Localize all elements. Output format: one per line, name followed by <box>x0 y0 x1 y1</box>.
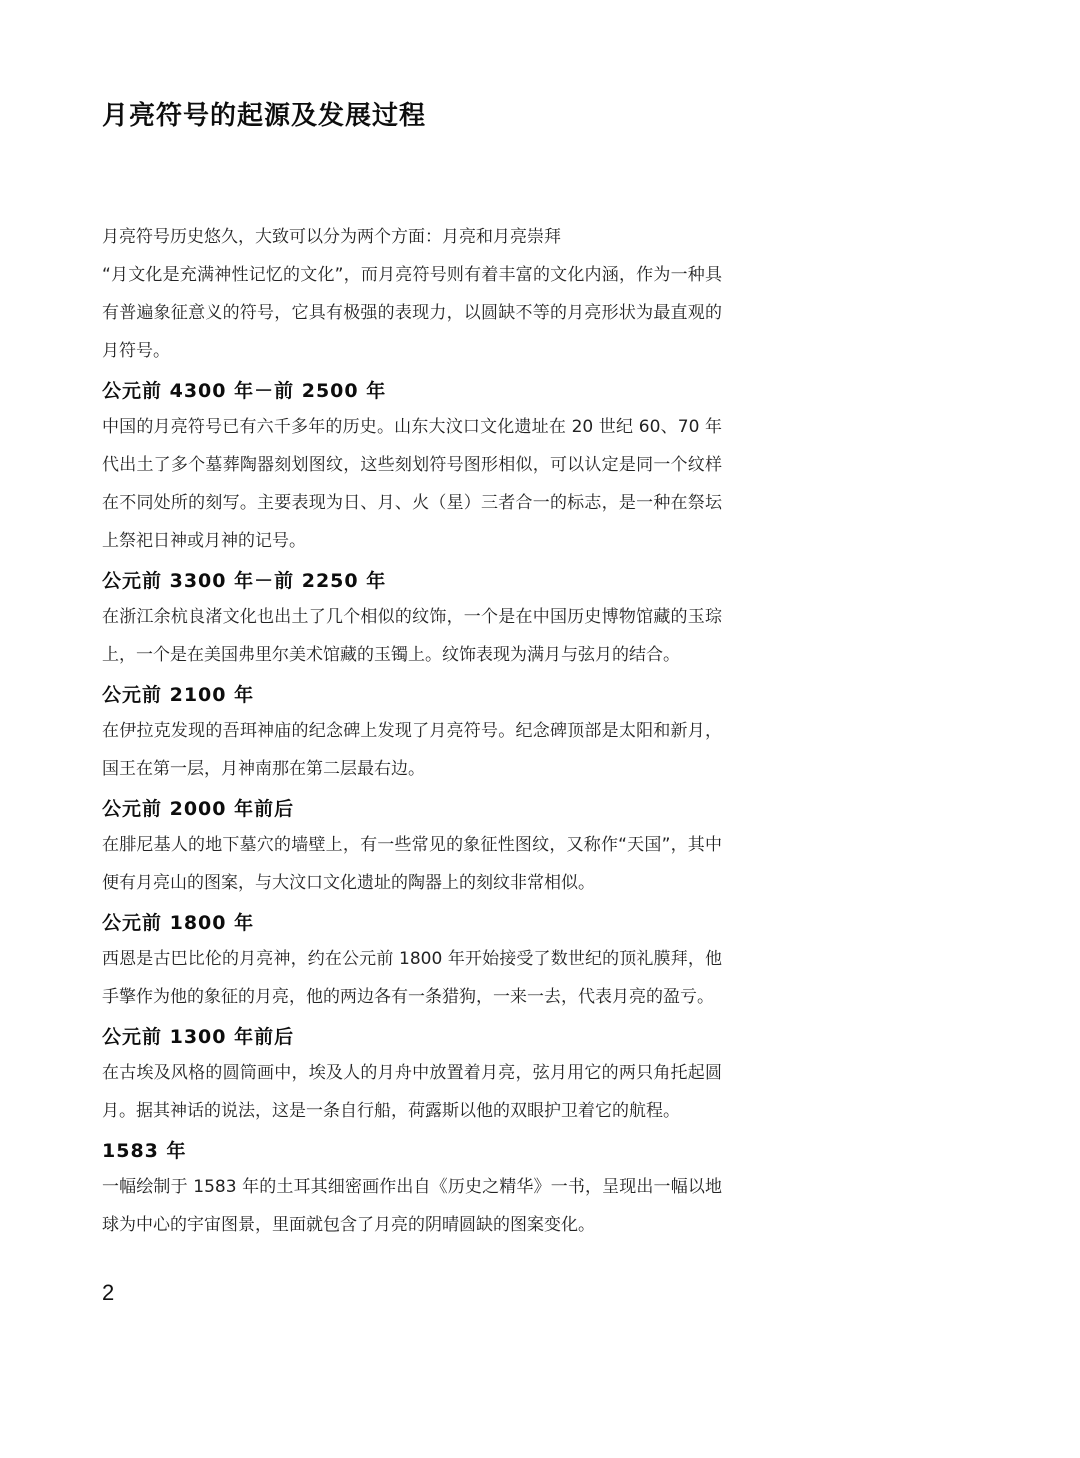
section-body: 在伊拉克发现的吾珥神庙的纪念碑上发现了月亮符号。纪念碑顶部是太阳和新月，国王在第一层，月神南那在第二层最右边。 <box>102 721 722 779</box>
section-body: 在腓尼基人的地下墓穴的墙壁上，有一些常见的象征性图纹，又称作“天国”，其中便有月亮山的图案，与大汶口文化遗址的陶器上的刻纹非常相似。 <box>102 835 722 893</box>
page-number: 2 <box>102 1280 115 1305</box>
intro-lead: 月亮符号历史悠久，大致可以分为两个方面：月亮和月亮崇拜 <box>102 227 561 247</box>
section-heading: 公元前 4300 年－前 2500 年 <box>102 380 387 402</box>
section-heading: 公元前 2000 年前后 <box>102 798 295 820</box>
section-body: 一幅绘制于 1583 年的土耳其细密画作出自《历史之精华》一书，呈现出一幅以地球为中心的宇宙图景，里面就包含了月亮的阴晴圆缺的图案变化。 <box>102 1177 722 1235</box>
section-body: 在浙江余杭良渚文化也出土了几个相似的纹饰，一个是在中国历史博物馆藏的玉琮上，一个是在美国弗里尔美术馆藏的玉镯上。纹饰表现为满月与弦月的结合。 <box>102 607 722 665</box>
section-heading: 公元前 1800 年 <box>102 912 255 934</box>
section-heading: 1583 年 <box>102 1140 187 1162</box>
section-1 <box>102 564 722 674</box>
section-body: 西恩是古巴比伦的月亮神，约在公元前 1800 年开始接受了数世纪的顶礼膜拜，他手擎作为他的象征的月亮，他的两边各有一条猎狗，一来一去，代表月亮的盈亏。 <box>102 949 722 1007</box>
section-heading: 公元前 2100 年 <box>102 684 255 706</box>
section-6 <box>102 1134 722 1244</box>
article-content <box>102 218 722 1248</box>
section-4 <box>102 906 722 1016</box>
section-heading: 公元前 1300 年前后 <box>102 1026 295 1048</box>
section-0 <box>102 374 722 560</box>
intro-paragraph: “月文化是充满神性记忆的文化”，而月亮符号则有着丰富的文化内涵，作为一种具有普遍象征意义的符号，它具有极强的表现力，以圆缺不等的月亮形状为最直观的月符号。 <box>102 265 722 361</box>
section-3 <box>102 792 722 902</box>
page-title: 月亮符号的起源及发展过程 <box>102 101 427 131</box>
section-body: 在古埃及风格的圆筒画中，埃及人的月舟中放置着月亮，弦月用它的两只角托起圆月。据其神话的说法，这是一条自行船，荷露斯以他的双眼护卫着它的航程。 <box>102 1063 722 1121</box>
section-body: 中国的月亮符号已有六千多年的历史。山东大汶口文化遗址在 20 世纪 60、70 年代出土了多个墓葬陶器刻划图纹，这些刻划符号图形相似，可以认定是同一个纹样在不同处所的刻写。主要表现为日、月、火（星）三者合一的标志，是一种在祭坛上祭祀日神或月神的记号。 <box>102 417 722 551</box>
section-2 <box>102 678 722 788</box>
section-5 <box>102 1020 722 1130</box>
section-heading: 公元前 3300 年－前 2250 年 <box>102 570 387 592</box>
